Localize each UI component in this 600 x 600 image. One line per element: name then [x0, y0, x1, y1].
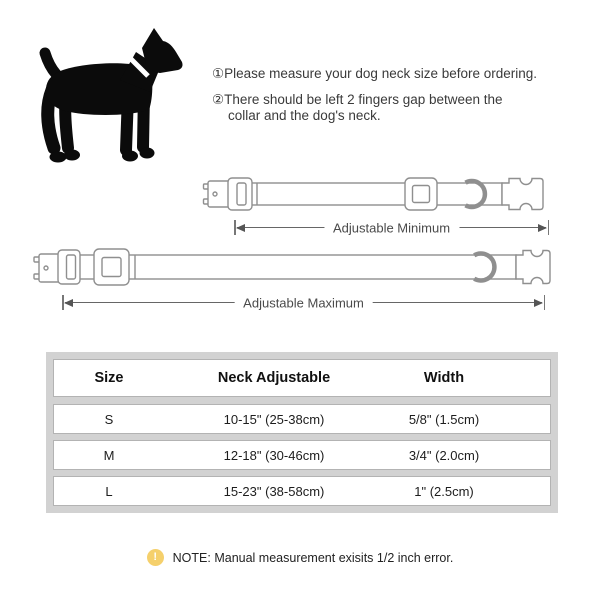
table-cell: L — [105, 483, 113, 499]
arrowhead-left-icon — [64, 299, 73, 307]
arrowhead-left-icon — [236, 224, 245, 232]
instruction-line-1: ①Please measure your dog neck size before ordering. — [212, 66, 538, 81]
instruction-line-2: ②There should be left 2 fingers gap between the — [212, 92, 503, 107]
dimension-arrow-maximum — [62, 295, 545, 311]
table-row-m — [53, 440, 551, 470]
collar-maximum-diagram — [30, 244, 555, 292]
table-row-s — [53, 404, 551, 434]
dimension-arrow-minimum — [234, 220, 549, 236]
table-cell: 15-23" (38-58cm) — [223, 483, 325, 499]
dimension-tick — [548, 220, 550, 235]
table-cell: 10-15" (25-38cm) — [223, 411, 325, 427]
arrowhead-right-icon — [534, 299, 543, 307]
arrowhead-right-icon — [538, 224, 547, 232]
buckle-male-plug — [502, 179, 543, 210]
adjustable-maximum-label: Adjustable Maximum — [234, 296, 373, 311]
exclamation-icon — [147, 549, 164, 566]
table-header-size: Size — [94, 370, 124, 386]
table-cell: 5/8" (1.5cm) — [408, 411, 480, 427]
instruction-line-3: collar and the dog's neck. — [228, 108, 381, 123]
collar-minimum-diagram — [200, 172, 555, 220]
table-cell: S — [104, 411, 114, 427]
table-header-row — [53, 359, 551, 397]
table-header-neck-adjustable: Neck Adjustable — [217, 370, 331, 386]
exclamation-glyph: ! — [153, 551, 157, 563]
table-header-width: Width — [423, 370, 465, 386]
measurement-instructions — [212, 66, 592, 124]
measurement-note — [0, 549, 600, 566]
dimension-tick — [544, 295, 546, 310]
adjustable-minimum-label: Adjustable Minimum — [324, 221, 459, 236]
collar-strap — [79, 255, 516, 279]
dog-silhouette-icon — [25, 10, 195, 175]
note-text: NOTE: Manual measurement exisits 1/2 inch error. — [172, 550, 454, 565]
dog-tail — [45, 53, 56, 74]
table-row-l — [53, 476, 551, 506]
buckle-male-plug — [516, 251, 550, 284]
table-cell: 3/4" (2.0cm) — [408, 447, 480, 463]
table-cell: M — [103, 447, 115, 463]
table-cell: 12-18" (30-46cm) — [223, 447, 325, 463]
dog-head — [142, 28, 183, 73]
table-cell: 1" (2.5cm) — [414, 483, 474, 499]
size-chart-table — [46, 352, 558, 513]
collar-strap — [250, 183, 502, 205]
